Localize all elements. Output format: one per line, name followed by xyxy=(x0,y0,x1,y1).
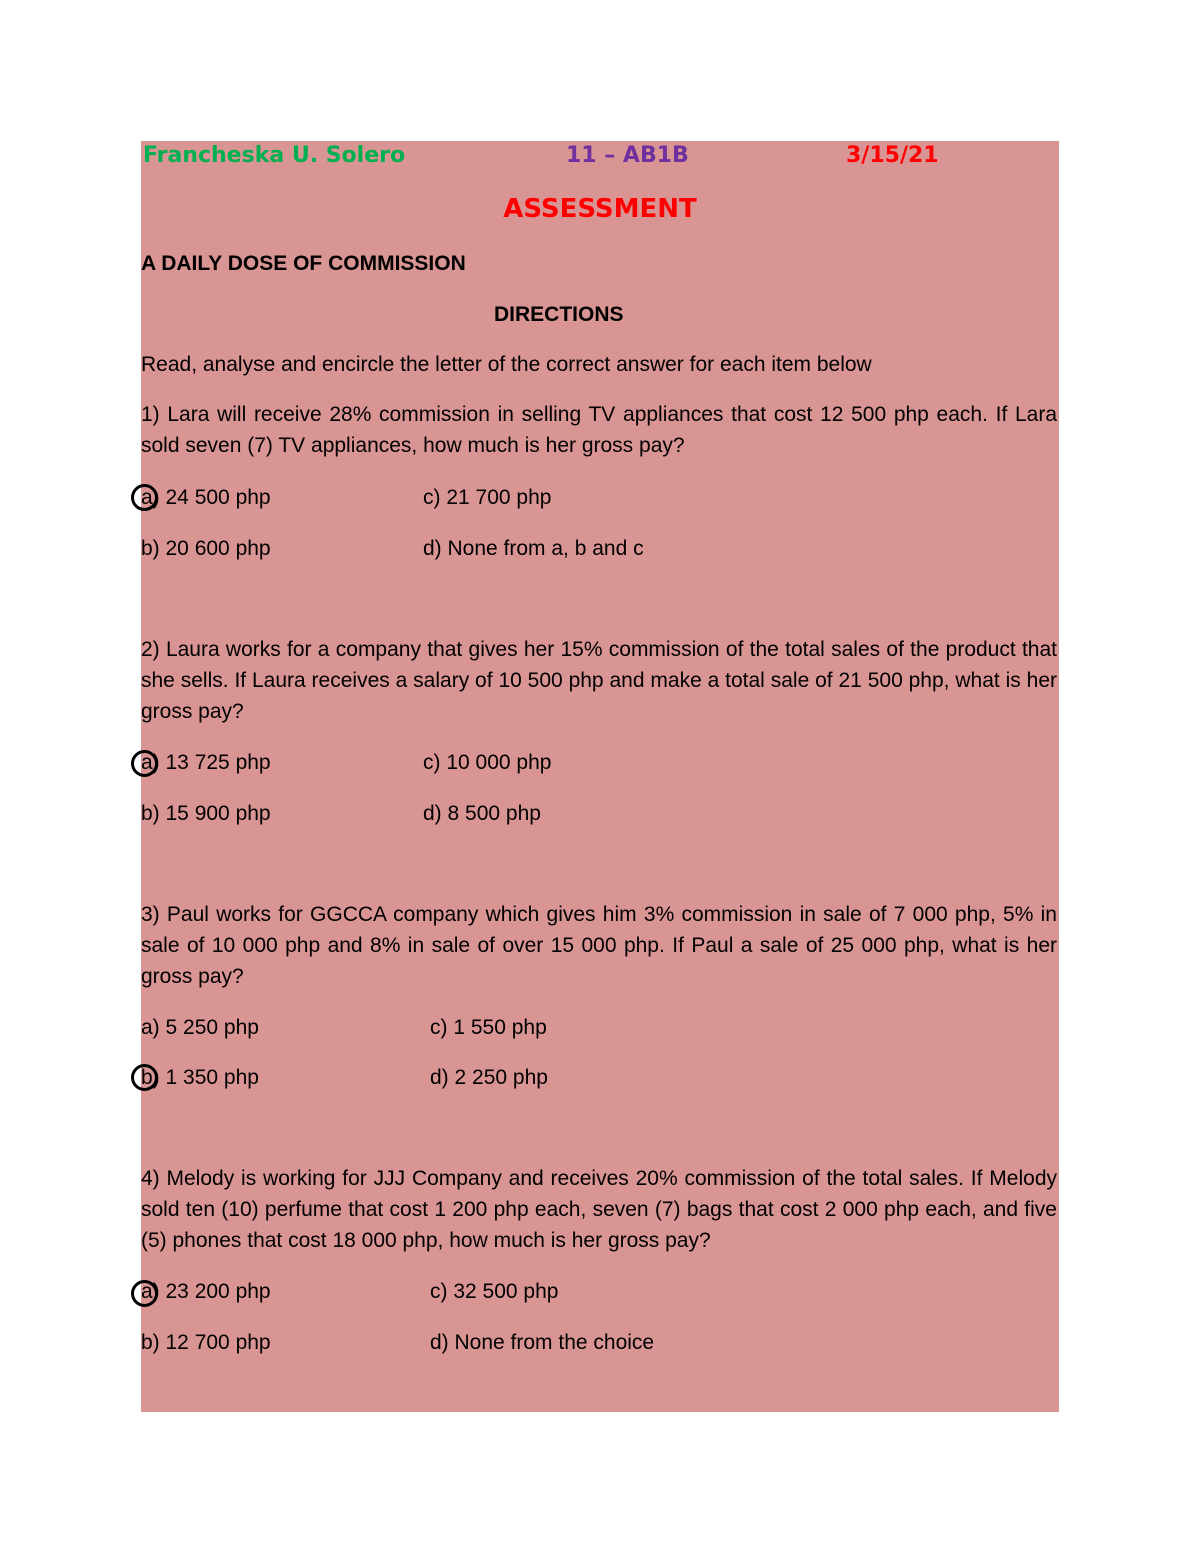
answer-circle-q4 xyxy=(131,1280,158,1307)
date: 3/15/21 xyxy=(846,143,939,168)
directions-text: Read, analyse and encircle the letter of the correct answer for each item below xyxy=(141,353,872,376)
q3-choice-d[interactable]: d) 2 250 php xyxy=(430,1066,548,1089)
question-3: 3) Paul works for GGCCA company which gives him 3% commission in sale of 7 000 php, 5% in sale of 10 000 php and 8% in sale of over 15 000 php. If Paul a sale of 25 000 php, what is her gross pay? xyxy=(141,903,1057,988)
subtitle: A DAILY DOSE OF COMMISSION xyxy=(141,252,466,275)
student-name: Francheska U. Solero xyxy=(143,143,406,168)
q1-choice-c[interactable]: c) 21 700 php xyxy=(423,486,552,509)
q4-choice-c[interactable]: c) 32 500 php xyxy=(430,1280,559,1303)
question-1: 1) Lara will receive 28% commission in selling TV appliances that cost 12 500 php each. If Lara sold seven (7) TV appliances, how much is her gross pay? xyxy=(141,403,1057,457)
q3-choice-a[interactable]: a) 5 250 php xyxy=(141,1016,259,1039)
q2-choice-a[interactable]: a) 13 725 php xyxy=(141,751,271,774)
q1-choice-b[interactable]: b) 20 600 php xyxy=(141,537,271,560)
q3-choice-b[interactable]: b) 1 350 php xyxy=(141,1066,259,1089)
q2-choice-d[interactable]: d) 8 500 php xyxy=(423,802,541,825)
directions-heading: DIRECTIONS xyxy=(494,303,624,326)
question-2: 2) Laura works for a company that gives her 15% commission of the total sales of the product that she sells. If Laura receives a salary of 10 500 php and make a total sale of 21 500 php, what is her gross pay? xyxy=(141,638,1057,723)
q1-choice-d[interactable]: d) None from a, b and c xyxy=(423,537,644,560)
question-4: 4) Melody is working for JJJ Company and receives 20% commission of the total sales. If Melody sold ten (10) perfume that cost 1 200 php each, seven (7) bags that cost 2 000 php each, and five (5) phones that cost 18 000 php, how much is her gross pay? xyxy=(141,1167,1057,1252)
q2-choice-c[interactable]: c) 10 000 php xyxy=(423,751,552,774)
q1-choice-a[interactable]: a) 24 500 php xyxy=(141,486,271,509)
q4-choice-b[interactable]: b) 12 700 php xyxy=(141,1331,271,1354)
q4-choice-a[interactable]: a) 23 200 php xyxy=(141,1280,271,1303)
q2-choice-b[interactable]: b) 15 900 php xyxy=(141,802,271,825)
answer-circle-q2 xyxy=(131,750,158,777)
q4-choice-d[interactable]: d) None from the choice xyxy=(430,1331,655,1354)
class-section: 11 – AB1B xyxy=(566,143,689,168)
q3-choice-c[interactable]: c) 1 550 php xyxy=(430,1016,547,1039)
page-title: ASSESSMENT xyxy=(503,194,697,224)
answer-circle-q1 xyxy=(131,484,158,511)
answer-circle-q3 xyxy=(131,1064,158,1091)
